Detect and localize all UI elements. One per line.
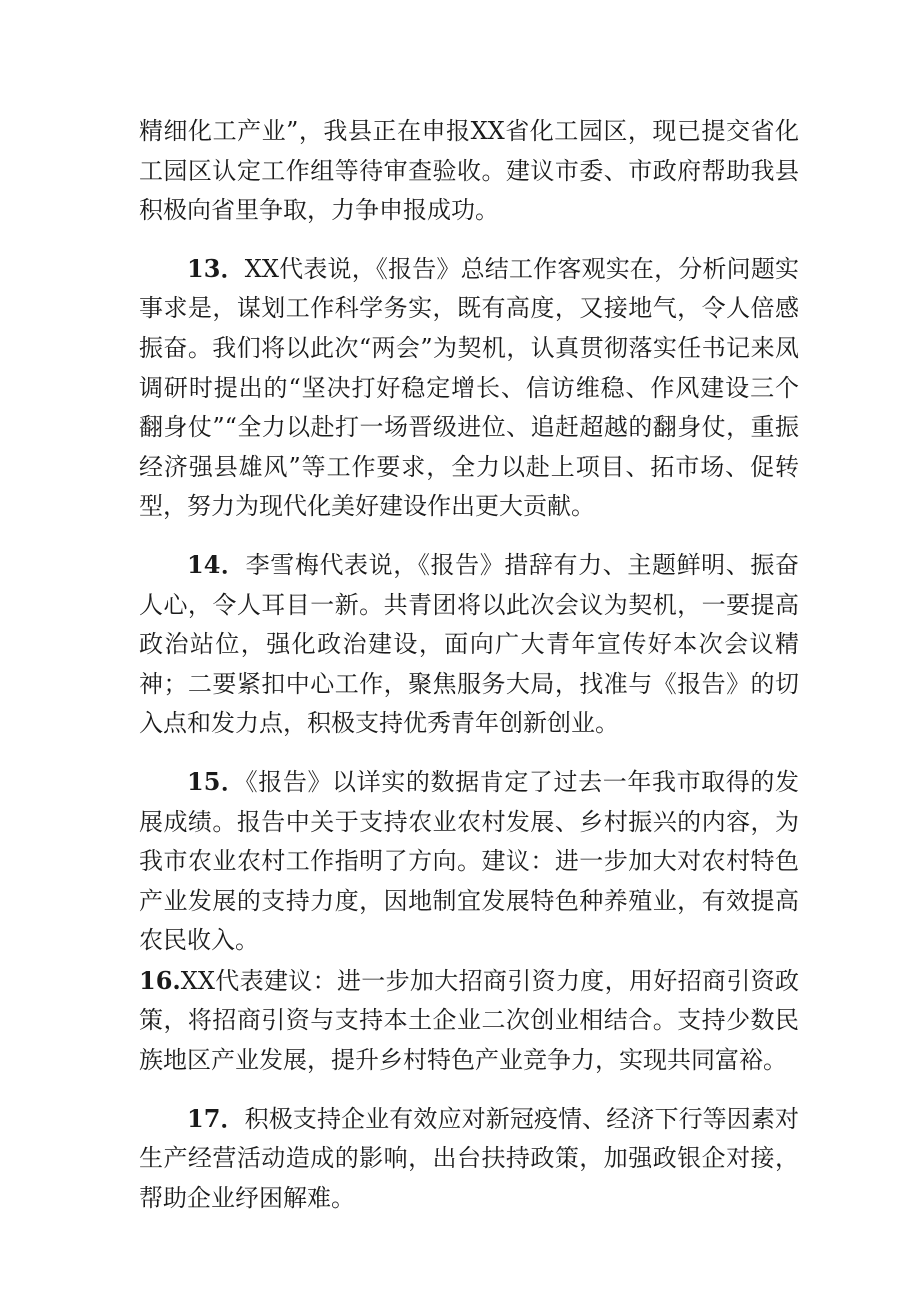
paragraph-number: 13．: [187, 253, 245, 283]
paragraph-17: [139, 1099, 799, 1219]
paragraph-text: XX代表说，《报告》总结工作客观实在，分析问题实事求是，谋划工作科学务实，既有高度，又接地气，令人倍感振奋。我们将以此次“两会”为契机，认真贯彻落实任书记来凤调研时提出的“坚决打好稳定增长、信访维稳、作风建设三个翻身仗”“全力以赴打一场晋级进位、追赶超越的翻身仗，重振经济强县雄风”等工作要求，全力以赴上项目、拓市场、促转型，努力为现代化美好建设作出更大贡献。: [139, 254, 800, 521]
paragraph-text: 《报告》以详实的数据肯定了过去一年我市取得的发展成绩。报告中关于支持农业农村发展、乡村振兴的内容，为我市农业农村工作指明了方向。建议：进一步加大对农村特色产业发展的支持力度，因地制宜发展特色种养殖业，有效提高农民收入。: [139, 767, 800, 955]
paragraph-number: 15．: [187, 766, 246, 796]
paragraph-text: 积极支持企业有效应对新冠疫情、经济下行等因素对生产经营活动造成的影响，出台扶持政策，加强政银企对接，帮助企业纾困解难。: [139, 1104, 800, 1212]
paragraph-text: 李雪梅代表说，《报告》措辞有力、主题鲜明、振奋人心，令人耳目一新。共青团将以此次会议为契机，一要提高政治站位，强化政治建设，面向广大青年宣传好本次会议精神；二要紧扣中心工作，聚焦服务大局，找准与《报告》的切入点和发力点，积极支持优秀青年创新创业。: [139, 550, 800, 738]
paragraph-14: [139, 545, 799, 744]
paragraph-15: [139, 762, 799, 961]
paragraph-text: 精细化工产业”，我县正在申报XX省化工园区，现已提交省化工园区认定工作组等待审查验收。建议市委、市政府帮助我县积极向省里争取，力争申报成功。: [139, 117, 799, 225]
paragraph-continued: [139, 112, 799, 231]
document-body: [139, 112, 799, 1236]
paragraph-number: 17．: [187, 1103, 245, 1133]
paragraph-number: 16.: [139, 965, 181, 995]
paragraph-number: 14．: [187, 549, 246, 579]
paragraph-16: [139, 961, 799, 1081]
paragraph-13: [139, 249, 799, 527]
paragraph-text: XX代表建议：进一步加大招商引资力度，用好招商引资政策，将招商引资与支持本土企业二次创业相结合。支持少数民族地区产业发展，提升乡村特色产业竞争力，实现共同富裕。: [139, 966, 799, 1075]
